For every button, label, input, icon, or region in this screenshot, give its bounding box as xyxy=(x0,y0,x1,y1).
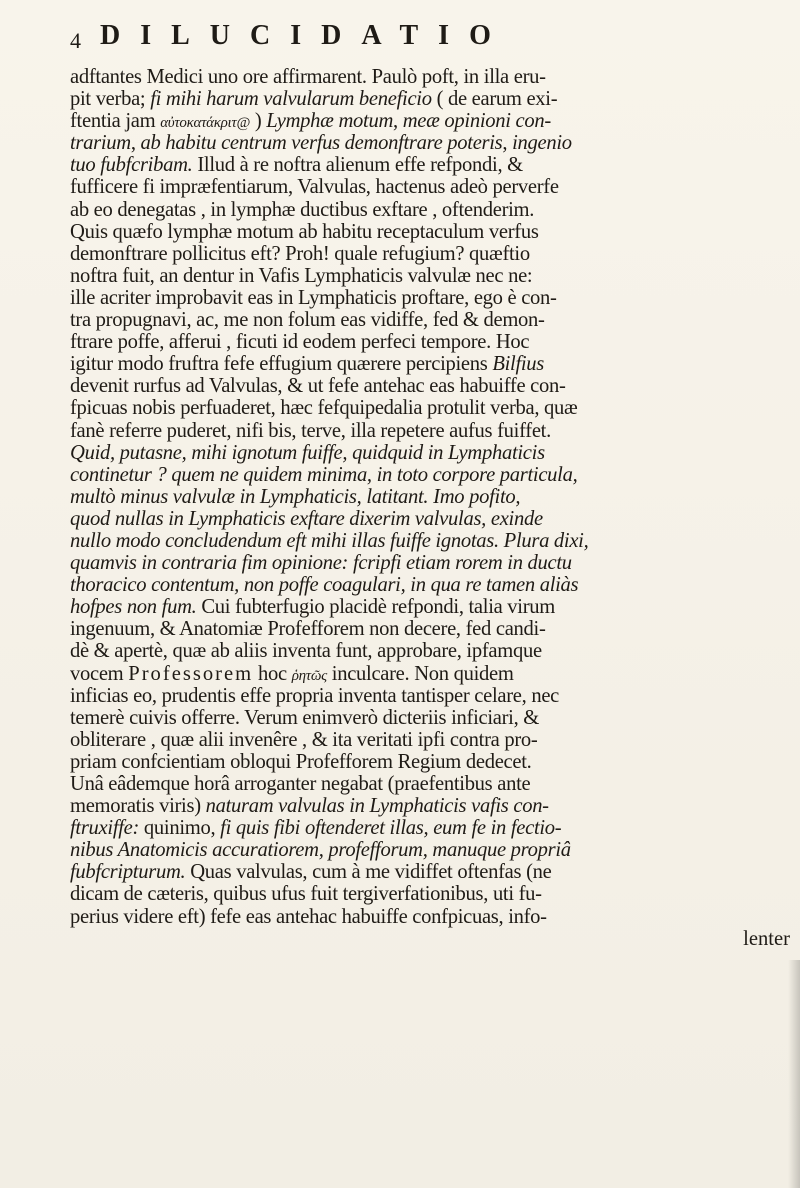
text-span: ( de earum exi- xyxy=(431,88,558,111)
italic-text: quod nullas in Lymphaticis exftare dixerim valvulas, exinde xyxy=(70,507,543,530)
text-span: vocem xyxy=(70,662,129,685)
text-line xyxy=(70,397,800,419)
text-line xyxy=(70,221,800,243)
text-span: ftrare poffe, afferui , ficuti id eodem perfeci tempore. Hoc xyxy=(70,331,530,354)
text-line xyxy=(70,663,800,685)
text-span: priam confcientiam obloqui Profefforem Regium dedecet. xyxy=(70,750,532,773)
text-line xyxy=(70,88,800,110)
text-line xyxy=(70,552,800,574)
italic-text: Quid, putasne, mihi ignotum fuiffe, quidquid in Lymphaticis xyxy=(70,441,545,464)
text-line xyxy=(70,110,800,132)
italic-text: nibus Anatomicis accuratiorem, profefforum, manuque propriâ xyxy=(70,839,571,862)
text-line xyxy=(70,199,800,221)
text-line xyxy=(70,861,800,883)
text-span: memoratis viris) xyxy=(70,795,206,818)
italic-text: continetur ? quem ne quidem minima, in toto corpore particula, xyxy=(70,463,578,486)
text-line xyxy=(70,795,800,817)
italic-text: thoracico contentum, non poffe coagulari, in qua re tamen aliàs xyxy=(70,574,579,597)
text-span: inculcare. Non quidem xyxy=(326,662,514,685)
greek-text: αὐτοκατάκριτ@ xyxy=(160,115,250,132)
text-line xyxy=(70,906,800,928)
text-line xyxy=(70,839,800,861)
text-line xyxy=(70,309,800,331)
italic-text: trarium xyxy=(70,132,131,155)
text-span: inficias eo, prudentis effe propria inventa tantisper celare, nec xyxy=(70,684,560,707)
small-caps-text: Professorem xyxy=(128,662,254,685)
body-text xyxy=(70,66,800,950)
text-line xyxy=(70,375,800,397)
text-span: Cui fubterfugio placidè refpondi, talia virum xyxy=(196,596,555,619)
text-line xyxy=(70,574,800,596)
text-line xyxy=(70,353,800,375)
text-line xyxy=(70,928,800,950)
text-line xyxy=(70,154,800,176)
text-line xyxy=(70,729,800,751)
text-span: , xyxy=(130,132,141,155)
text-span: hoc xyxy=(253,662,292,685)
italic-text: nullo modo concludendum eft mihi illas fuiffe ignotas. Plura dixi, xyxy=(70,529,589,552)
text-span: dè & apertè, quæ ab aliis inventa funt, approbare, ipfamque xyxy=(70,640,542,663)
text-span: , xyxy=(502,132,513,155)
text-line xyxy=(70,883,800,905)
text-span: Quas valvulas, cum à me vidiffet oftenfas (ne xyxy=(185,861,552,884)
text-line xyxy=(70,530,800,552)
text-line xyxy=(70,442,800,464)
italic-text: fi quis fibi oftenderet illas, eum fe in fectio- xyxy=(220,817,562,840)
text-span: perius videre eft) fefe eas antehac habuiffe confpicuas, info- xyxy=(70,905,547,928)
text-span: fanè referre puderet, nifi bis, terve, illa repetere aufus fuiffet. xyxy=(70,419,551,442)
italic-text: Lymphæ motum xyxy=(266,110,394,133)
text-span: ingenuum, & Anatomiæ Profefforem non decere, fed candi- xyxy=(70,618,546,641)
text-span: demonftrare pollicitus eft? Proh! quale refugium? quæftio xyxy=(70,242,530,265)
italic-text: Bilfius xyxy=(492,353,545,376)
text-span: Quis quæfo lymphæ motum ab habitu receptaculum verfus xyxy=(70,220,539,243)
page-edge-shadow xyxy=(788,960,800,1188)
text-span: Illud à re noftra alienum effe refpondi, & xyxy=(192,154,523,177)
text-line xyxy=(70,176,800,198)
text-line xyxy=(70,66,800,88)
text-span: fpicuas nobis perfuaderet, hæc fefquipedalia protulit verba, quæ xyxy=(70,397,578,420)
text-line xyxy=(70,707,800,729)
italic-text: fubfcripturum. xyxy=(70,861,186,884)
text-line xyxy=(70,685,800,707)
text-span: ) xyxy=(249,110,267,133)
text-span: adftantes Medici uno ore affirmarent. Paulò poft, in illa eru- xyxy=(70,66,546,88)
text-line xyxy=(70,243,800,265)
page-header xyxy=(0,16,800,56)
italic-text: naturam valvulas in Lymphaticis vafis con- xyxy=(205,795,549,818)
italic-text: ingenio xyxy=(512,132,572,155)
italic-text: hofpes non fum. xyxy=(70,596,197,619)
text-span: dicam de cæteris, quibus ufus fuit tergiverfationibus, uti fu- xyxy=(70,883,542,906)
text-line xyxy=(70,287,800,309)
text-line xyxy=(70,464,800,486)
text-line xyxy=(70,773,800,795)
text-span: ab eo denegatas , in lymphæ ductibus exftare , oftenderim. xyxy=(70,198,535,221)
text-line xyxy=(70,486,800,508)
text-span: fufficere fi impræfentiarum, Valvulas, hactenus adeò perverfe xyxy=(70,176,559,199)
text-line xyxy=(70,596,800,618)
italic-text: multò minus valvulæ in Lymphaticis, latitant. Imo pofito, xyxy=(70,485,521,508)
text-line xyxy=(70,331,800,353)
italic-text: quamvis in contraria fim opinione: fcripfi etiam rorem in ductu xyxy=(70,552,572,575)
text-span: igitur modo fruftra fefe effugium quærere percipiens xyxy=(70,353,493,376)
text-span: ille acriter improbavit eas in Lymphaticis proftare, ego è con- xyxy=(70,286,557,309)
text-line xyxy=(70,132,800,154)
text-line xyxy=(70,508,800,530)
page-number: 4 xyxy=(70,28,81,53)
text-line xyxy=(70,640,800,662)
text-span: tra propugnavi, ac, me non folum eas vidiffe, fed & demon- xyxy=(70,309,545,332)
running-title: DILUCIDATIO xyxy=(100,20,511,51)
greek-text: ῥητῶς xyxy=(291,667,327,684)
italic-text: ab habitu centrum verfus demonftrare poteris xyxy=(140,132,503,155)
text-span: quinimo, xyxy=(139,817,221,840)
text-line xyxy=(70,618,800,640)
text-span: noftra fuit, an dentur in Vafis Lymphaticis valvulæ nec ne: xyxy=(70,264,533,287)
text-span: , xyxy=(393,110,403,133)
text-span: ftentia jam xyxy=(70,110,161,133)
text-line xyxy=(70,420,800,442)
italic-text: tuo fubfcribam. xyxy=(70,154,193,177)
text-span: temerè cuivis offerre. Verum enimverò dicteriis inficiari, & xyxy=(70,706,540,729)
text-span: pit verba; xyxy=(70,88,151,111)
italic-text: meæ opinioni con- xyxy=(402,110,551,133)
text-line xyxy=(70,265,800,287)
text-span: devenit rurfus ad Valvulas, & ut fefe antehac eas habuiffe con- xyxy=(70,375,566,398)
italic-text: fi mihi harum valvularum beneficio xyxy=(150,88,432,111)
text-span: Unâ eâdemque horâ arroganter negabat (praefentibus ante xyxy=(70,773,531,795)
text-span: obliterare , quæ alii invenêre , & ita veritati ipfi contra pro- xyxy=(70,728,538,751)
text-line xyxy=(70,817,800,839)
text-line xyxy=(70,751,800,773)
text-span: lenter xyxy=(743,927,790,950)
italic-text: ftruxiffe: xyxy=(70,817,140,840)
